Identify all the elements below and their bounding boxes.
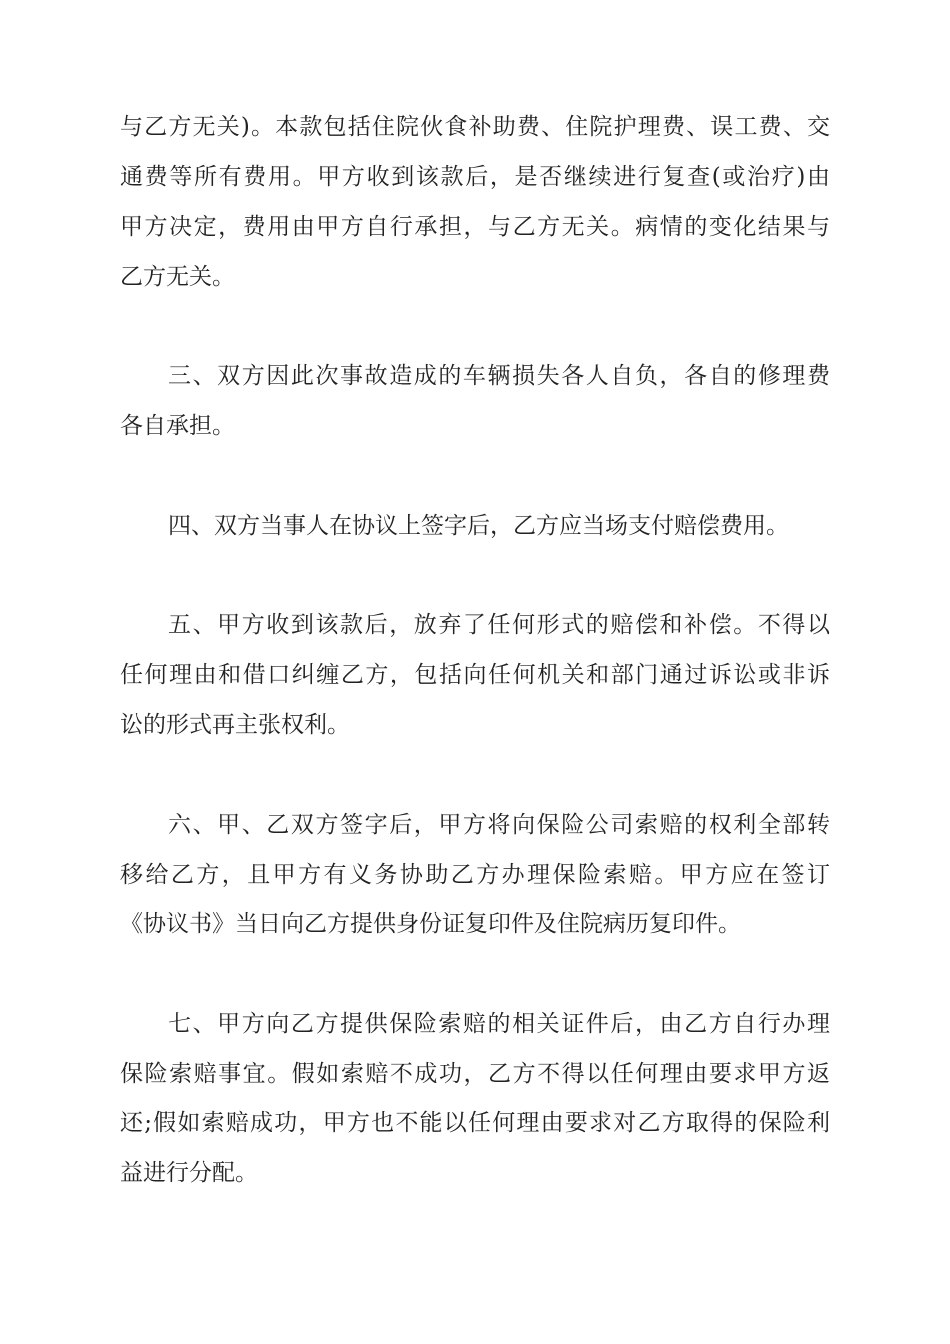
paragraph-line: 三、双方因此次事故造成的车辆损失各人自负，各自的修理费 bbox=[168, 363, 830, 389]
paragraph-line: 通费等所有费用。甲方收到该款后，是否继续进行复查(或治疗)由 bbox=[120, 164, 830, 190]
paragraph-line: 乙方无关。 bbox=[120, 264, 235, 290]
paragraph-line: 七、甲方向乙方提供保险索赔的相关证件后，由乙方自行办理 bbox=[168, 1011, 830, 1037]
paragraph-line: 讼的形式再主张权利。 bbox=[120, 712, 350, 738]
paragraph-line: 四、双方当事人在协议上签字后，乙方应当场支付赔偿费用。 bbox=[168, 513, 789, 539]
paragraph-line: 益进行分配。 bbox=[120, 1160, 258, 1186]
paragraph-line: 与乙方无关)。本款包括住院伙食补助费、住院护理费、误工费、交 bbox=[120, 114, 830, 140]
paragraph-line: 六、甲、乙双方签字后，甲方将向保险公司索赔的权利全部转 bbox=[168, 812, 830, 838]
paragraph-line: 还;假如索赔成功，甲方也不能以任何理由要求对乙方取得的保险利 bbox=[120, 1110, 830, 1136]
paragraph-line: 《协议书》当日向乙方提供身份证复印件及住院病历复印件。 bbox=[120, 911, 741, 937]
paragraph-line: 移给乙方，且甲方有义务协助乙方办理保险索赔。甲方应在签订 bbox=[120, 862, 830, 888]
paragraph-line: 任何理由和借口纠缠乙方，包括向任何机关和部门通过诉讼或非诉 bbox=[120, 662, 830, 688]
paragraph-line: 保险索赔事宜。假如索赔不成功，乙方不得以任何理由要求甲方返 bbox=[120, 1061, 830, 1087]
paragraph-line: 各自承担。 bbox=[120, 413, 235, 439]
paragraph-line: 五、甲方收到该款后，放弃了任何形式的赔偿和补偿。不得以 bbox=[168, 612, 830, 638]
paragraph-line: 甲方决定，费用由甲方自行承担，与乙方无关。病情的变化结果与 bbox=[120, 214, 830, 240]
